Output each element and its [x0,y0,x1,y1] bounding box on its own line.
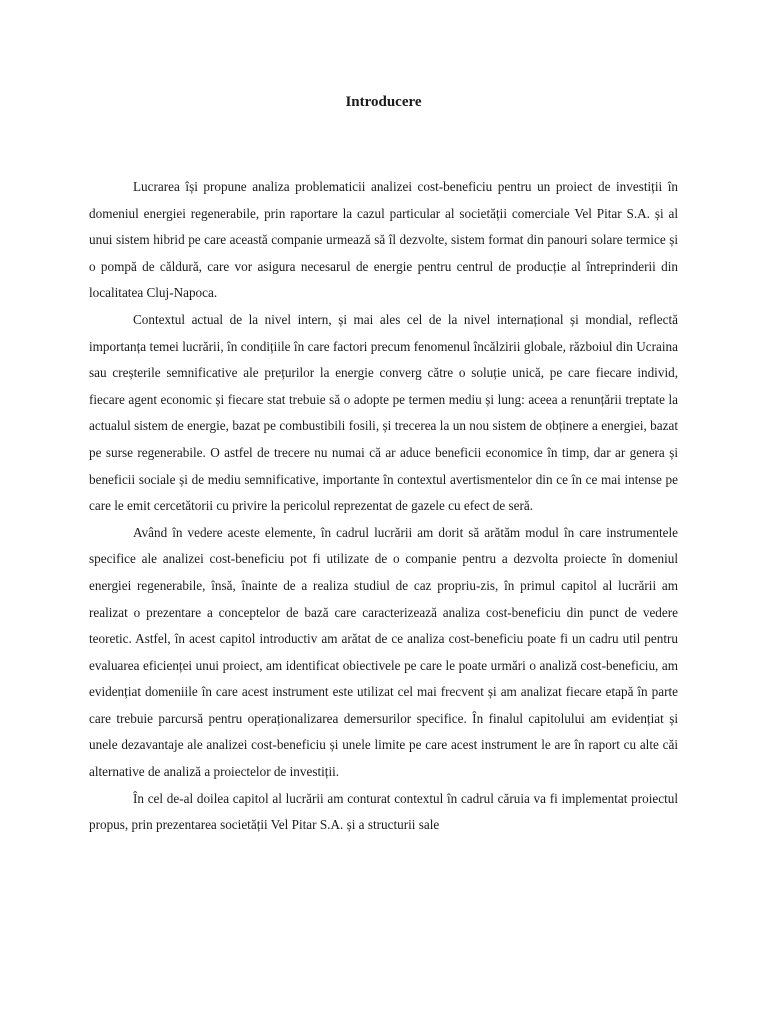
paragraph-4: În cel de-al doilea capitol al lucrării am conturat contextul în cadrul căruia va fi implementat proiectul propus, prin prezentarea societății Vel Pitar S.A. și a structurii sale [89,790,678,833]
paragraph-1: Lucrarea își propune analiza problematicii analizei cost-beneficiu pentru un proiect de investiții în domeniul energiei regenerabile, prin raportare la cazul particular al societății comerciale Vel Pitar S.A. și al unui sistem hibrid pe care această companie urmează să îl dezvolte, sistem format din panouri solare termice și o pompă de căldură, care vor asigura necesarul de energie pentru centrul de producție al întreprinderii din localitatea Cluj-Napoca. [89,179,678,301]
paragraph-2: Contextul actual de la nivel intern, și mai ales cel de la nivel internațional și mondial, reflectă importanța temei lucrării, în condițiile în care factori precum fenomenul încălzirii globale, războiul din Ucraina sau creșterile semnificative ale prețurilor la energie converg către o soluție unică, pe care fiecare individ, fiecare agent economic și fiecare stat trebuie să o adopte pe termen mediu și lung: aceea a renunțării treptate la actualul sistem de energie, bazat pe combustibili fosili, și trecerea la un nou sistem de obținere a energiei, bazat pe surse regenerabile. O astfel de trecere nu numai că ar aduce beneficii economice în timp, dar ar genera și beneficii sociale și de mediu semnificative, importante în contextul avertismentelor din ce în ce mai intense pe care le emit cercetătorii cu privire la pericolul reprezentat de gazele cu efect de seră. [89,311,678,514]
page-title: Introducere [345,94,422,110]
paragraph-3: Având în vedere aceste elemente, în cadrul lucrării am dorit să arătăm modul în care instrumentele specifice ale analizei cost-beneficiu pot fi utilizate de o companie pentru a dezvolta proiecte în domeniul energiei regenerabile, însă, înainte de a realiza studiul de caz propriu-zis, în primul capitol al lucrării am realizat o prezentare a conceptelor de bază care caracterizează analiza cost-beneficiu din punct de vedere teoretic. Astfel, în acest capitol introductiv am arătat de ce analiza cost-beneficiu poate fi un cadru util pentru evaluarea eficienței unui proiect, am identificat obiectivele pe care le poate urmări o analiză cost-beneficiu, am evidențiat domeniile în care acest instrument este utilizat cel mai frecvent și am analizat fiecare etapă în parte care trebuie parcursă pentru operaționalizarea demersurilor specifice. În finalul capitolului am evidențiat și unele dezavantaje ale analizei cost-beneficiu și unele limite pe care acest instrument le are în raport cu alte căi alternative de analiză a proiectelor de investiții. [89,524,678,780]
document-body [89,92,678,839]
